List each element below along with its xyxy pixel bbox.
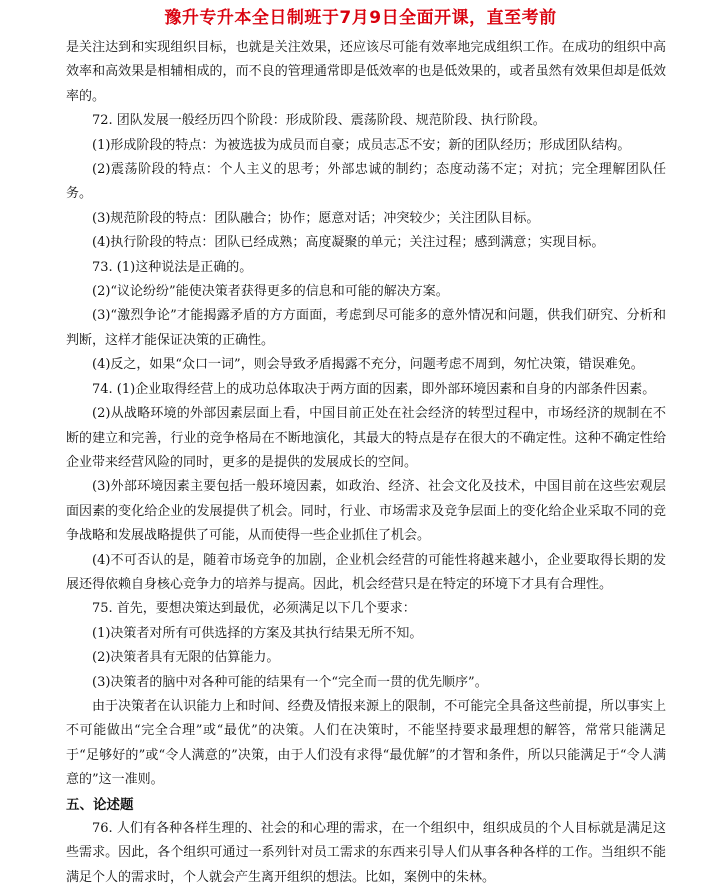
- paragraph: 是关注达到和实现组织目标，也就是关注效果，还应该尽可能有效率地完成组织工作。在成功的组织中高效率和高效果是相辅相成的，而不良的管理通常即是低效率的也是低效果的，或者虽然有效果但却是低效率的。: [66, 40, 666, 104]
- paragraph: (3)“激烈争论”才能揭露矛盾的方方面面，考虑到尽可能多的意外情况和问题，供我们研究、分析和判断，这样才能保证决策的正确性。: [66, 308, 666, 348]
- paragraph: 75. 首先，要想决策达到最优，必须满足以下几个要求：: [92, 601, 416, 617]
- paragraph: (2)决策者具有无限的估算能力。: [92, 650, 280, 666]
- section-heading: 五、论述题: [66, 796, 134, 813]
- paragraph: (4)反之，如果“众口一词”，则会导致矛盾揭露不充分，问题考虑不周到，匆忙决策，错误难免。: [92, 357, 644, 373]
- paragraph: (2)从战略环境的外部因素层面上看，中国目前正处在社会经济的转型过程中，市场经济的规制在不断的建立和完善，行业的竞争格局在不断地演化，其最大的特点是存在很大的不确定性。这种不确定性给企业带来经营风险的同时，更多的是提供的发展成长的空间。: [66, 406, 666, 470]
- paragraph: 74. (1)企业取得经营上的成功总体取决于两方面的因素，即外部环境因素和自身的内部条件因素。: [92, 381, 656, 397]
- paragraph: (4)不可否认的是，随着市场竞争的加剧，企业机会经营的可能性将越来越小，企业要取得长期的发展还得依赖自身核心竞争力的培养与提高。因此，机会经营只是在特定的环境下才具有合理性。: [66, 552, 666, 592]
- paragraph: (3)决策者的脑中对各种可能的结果有一个“完全而一贯的优先顺序”。: [92, 674, 488, 690]
- paragraph: (2)“议论纷纷”能使决策者获得更多的信息和可能的解决方案。: [92, 284, 449, 300]
- paragraph: 72. 团队发展一般经历四个阶段：形成阶段、震荡阶段、规范阶段、执行阶段。: [92, 113, 546, 129]
- document-body: [66, 36, 666, 890]
- paragraph: (1)形成阶段的特点：为被选拔为成员而自豪；成员志忑不安；新的团队经历；形成团队结构。: [92, 137, 631, 153]
- final-paragraph: 76. 人们有各种各样生理的、社会的和心理的需求，在一个组织中，组织成员的个人目标就是满足这些需求。因此，各个组织可通过一系列针对员工需求的东西来引导人们从事各种各样的工作。当组织不能满足个人的需求时，个人就会产生离开组织的想法。比如，案例中的朱林。: [66, 821, 666, 885]
- paragraph: 由于决策者在认识能力上和时间、经费及情报来源上的限制，不可能完全具备这些前提，所以事实上不可能做出“完全合理”或“最优”的决策。人们在决策时，不能坚持要求最理想的解答，常常只能满足于“足够好的”或“令人满意的”决策，由于人们没有求得“最优解”的才智和条件，所以只能满足于“令人满意的”这一准则。: [66, 698, 666, 788]
- paragraph: (1)决策者对所有可供选择的方案及其执行结果无所不知。: [92, 625, 423, 641]
- paragraph: (2)震荡阶段的特点：个人主义的思考；外部忠诚的制约；态度动荡不定；对抗；完全理解团队任务。: [66, 162, 666, 202]
- paragraph: (4)执行阶段的特点：团队已经成熟；高度凝聚的单元；关注过程；感到满意；实现目标。: [92, 235, 605, 251]
- paragraph: (3)规范阶段的特点：团队融合；协作；愿意对话；冲突较少；关注团队目标。: [92, 210, 540, 226]
- paragraph: 73. (1)这种说法是正确的。: [92, 259, 253, 275]
- paragraph-list: [66, 36, 666, 793]
- paragraph: (3)外部环境因素主要包括一般环境因素，如政治、经济、社会文化及技术，中国目前在这些宏观层面因素的变化给企业的发展提供了机会。同时，行业、市场需求及竞争层面上的变化给企业采取不同的竞争战略和发展战略提供了可能，从而使得一些企业抓住了机会。: [66, 479, 666, 544]
- promo-banner: 豫升专升本全日制班于7月9日全面开课，直至考前: [164, 8, 557, 28]
